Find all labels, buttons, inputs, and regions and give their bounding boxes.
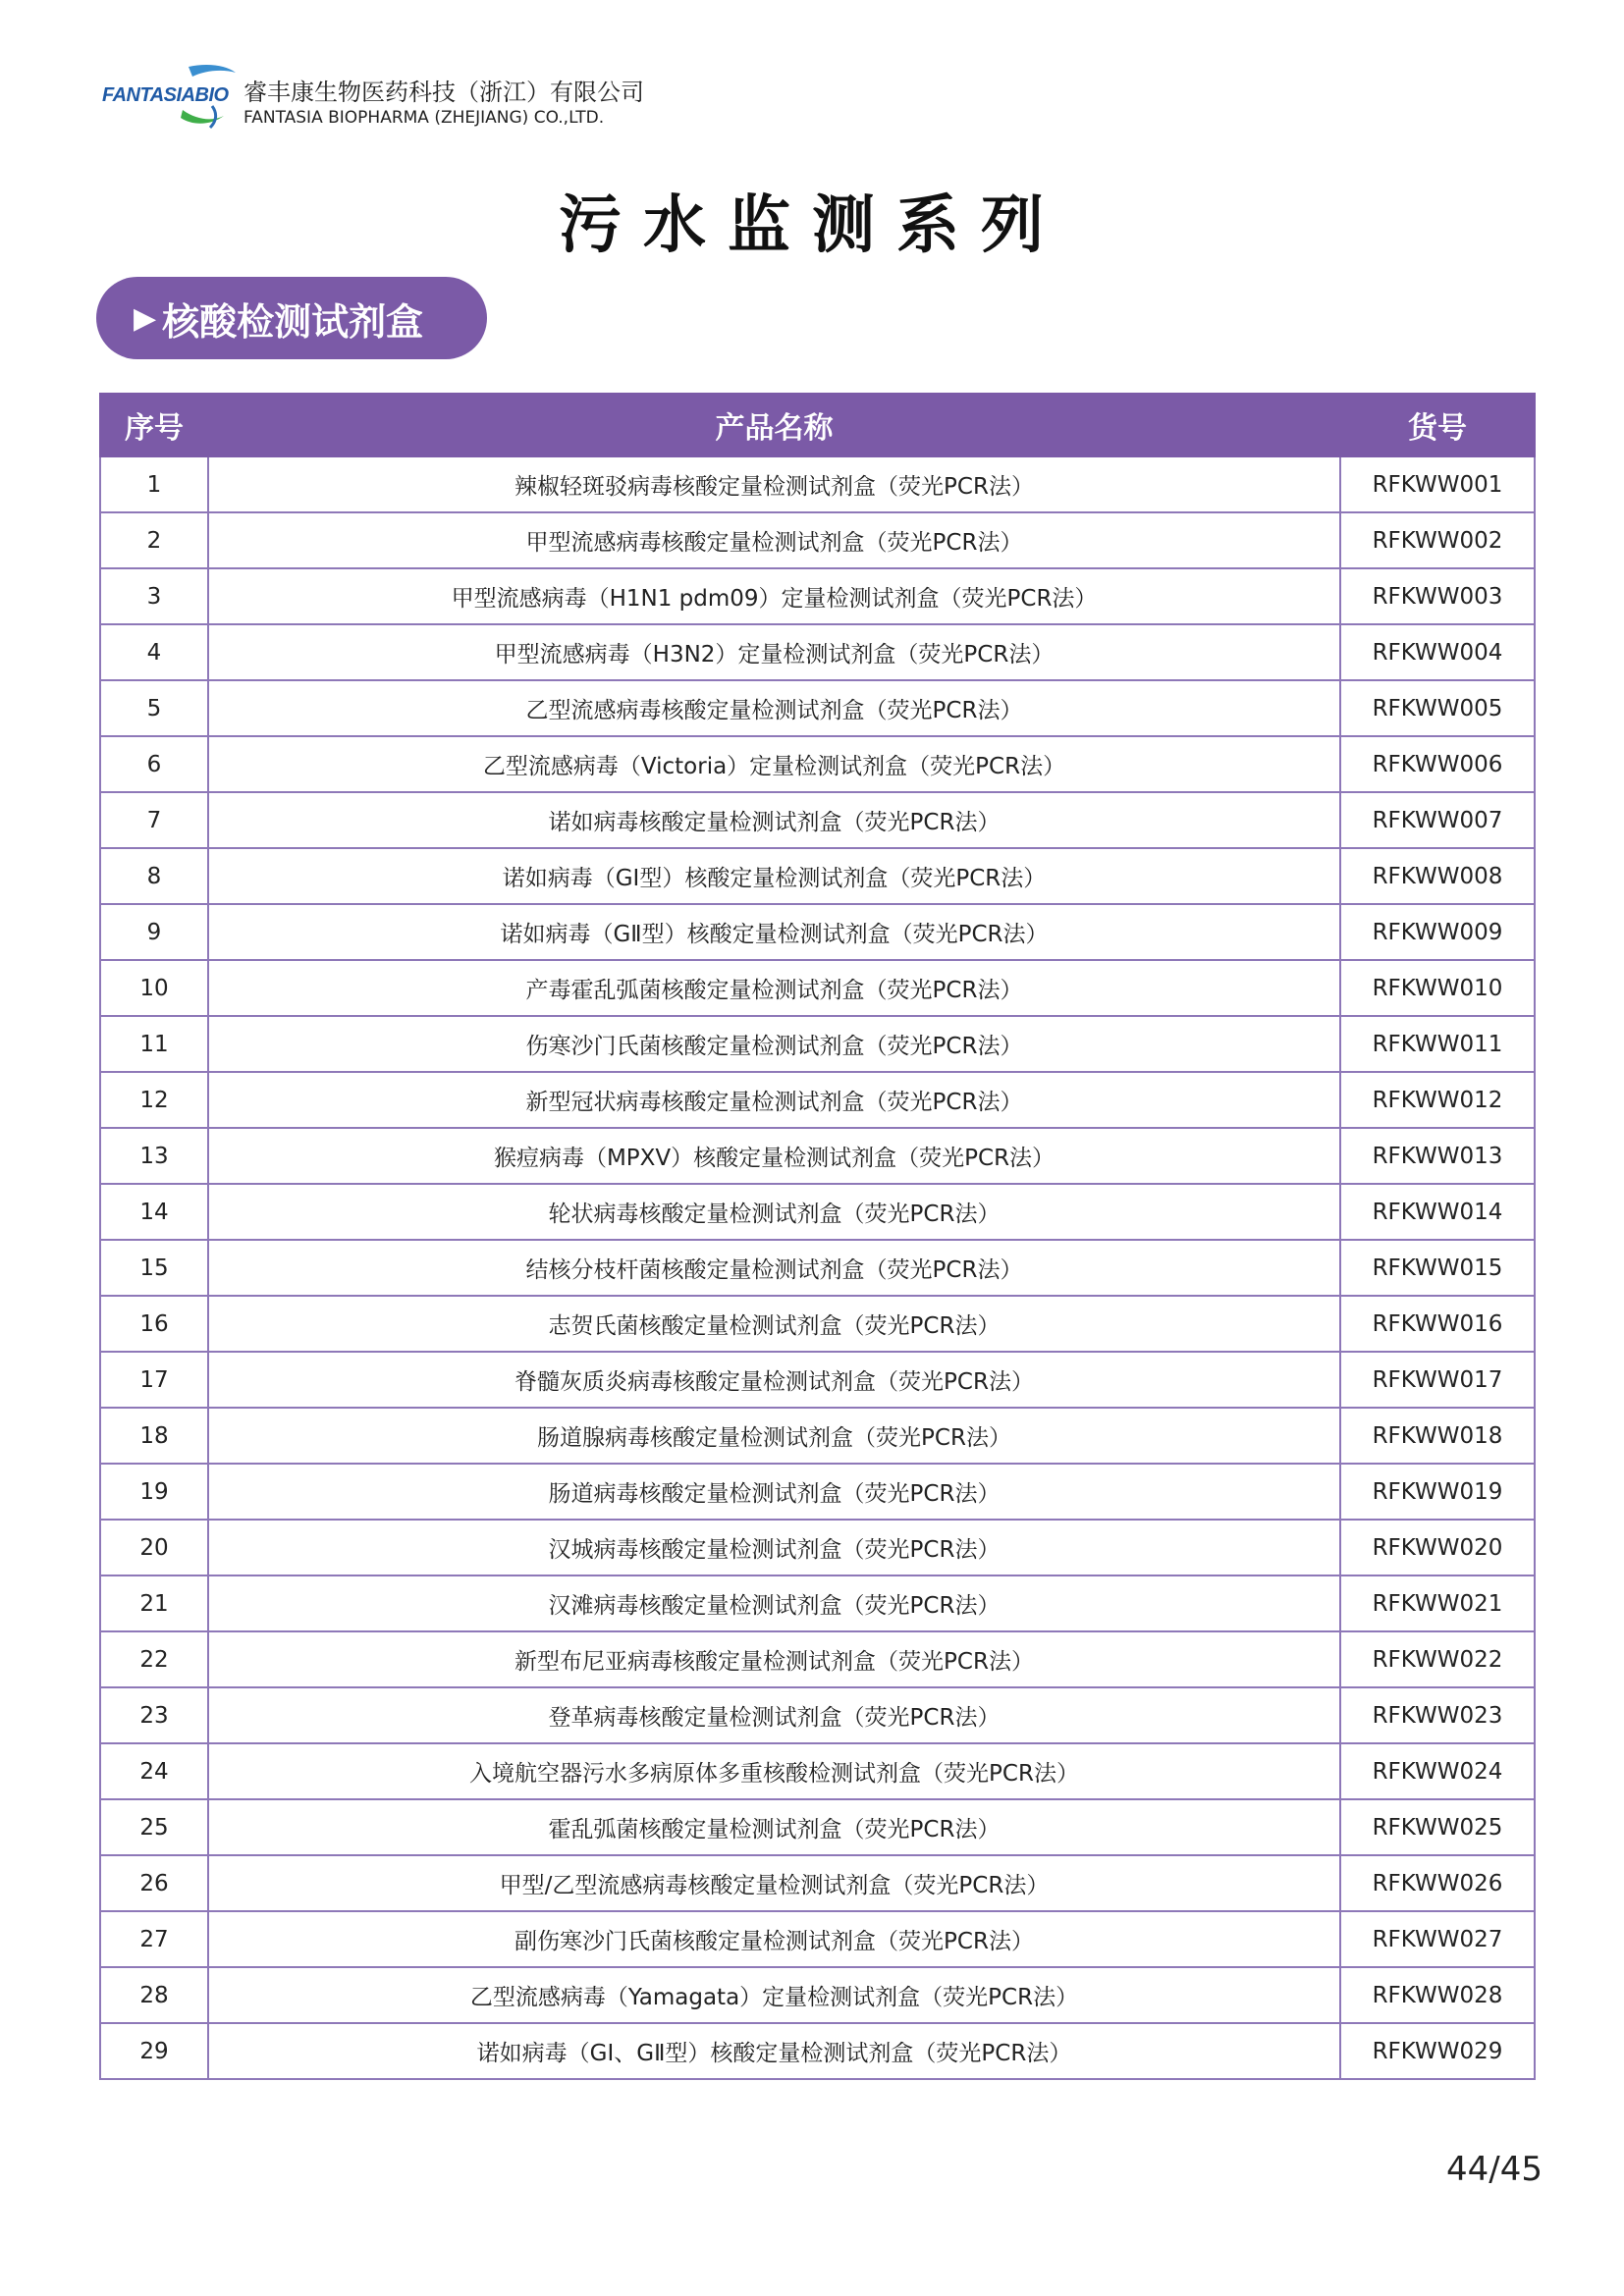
company-logo — [102, 61, 240, 139]
logo-wordmark: FANTASIABIO — [102, 84, 229, 106]
row-index: 6 — [100, 736, 208, 792]
row-index: 5 — [100, 680, 208, 736]
table-row — [100, 568, 1535, 624]
header-index: 序号 — [100, 394, 208, 456]
table-row — [100, 680, 1535, 736]
product-name: 新型冠状病毒核酸定量检测试剂盒（荧光PCR法） — [208, 1072, 1340, 1128]
catalog-number: RFKWW022 — [1340, 1631, 1535, 1687]
row-index: 23 — [100, 1687, 208, 1743]
company-name-cn: 睿丰康生物医药科技（浙江）有限公司 — [244, 79, 644, 106]
row-index: 17 — [100, 1352, 208, 1408]
product-name: 诺如病毒（GⅠ型）核酸定量检测试剂盒（荧光PCR法） — [208, 848, 1340, 904]
row-index: 26 — [100, 1855, 208, 1911]
row-index: 8 — [100, 848, 208, 904]
table-row — [100, 2023, 1535, 2079]
catalog-number: RFKWW014 — [1340, 1184, 1535, 1240]
row-index: 20 — [100, 1520, 208, 1575]
catalog-number: RFKWW021 — [1340, 1575, 1535, 1631]
catalog-number: RFKWW013 — [1340, 1128, 1535, 1184]
catalog-number: RFKWW026 — [1340, 1855, 1535, 1911]
table-row — [100, 1575, 1535, 1631]
catalog-number: RFKWW020 — [1340, 1520, 1535, 1575]
row-index: 25 — [100, 1799, 208, 1855]
row-index: 12 — [100, 1072, 208, 1128]
table-body — [100, 456, 1535, 2079]
product-name: 甲型/乙型流感病毒核酸定量检测试剂盒（荧光PCR法） — [208, 1855, 1340, 1911]
catalog-number: RFKWW018 — [1340, 1408, 1535, 1464]
table-row — [100, 792, 1535, 848]
product-name: 乙型流感病毒核酸定量检测试剂盒（荧光PCR法） — [208, 680, 1340, 736]
catalog-number: RFKWW027 — [1340, 1911, 1535, 1967]
table-row — [100, 1464, 1535, 1520]
row-index: 28 — [100, 1967, 208, 2023]
product-name: 汉城病毒核酸定量检测试剂盒（荧光PCR法） — [208, 1520, 1340, 1575]
table-row — [100, 848, 1535, 904]
table-row — [100, 1967, 1535, 2023]
table-row — [100, 1911, 1535, 1967]
catalog-number: RFKWW015 — [1340, 1240, 1535, 1296]
table-row — [100, 512, 1535, 568]
table-row — [100, 1184, 1535, 1240]
row-index: 2 — [100, 512, 208, 568]
row-index: 10 — [100, 960, 208, 1016]
catalog-number: RFKWW008 — [1340, 848, 1535, 904]
product-name: 伤寒沙门氏菌核酸定量检测试剂盒（荧光PCR法） — [208, 1016, 1340, 1072]
catalog-number: RFKWW010 — [1340, 960, 1535, 1016]
product-name: 汉滩病毒核酸定量检测试剂盒（荧光PCR法） — [208, 1575, 1340, 1631]
table-row — [100, 1240, 1535, 1296]
catalog-number: RFKWW025 — [1340, 1799, 1535, 1855]
row-index: 16 — [100, 1296, 208, 1352]
catalog-number: RFKWW002 — [1340, 512, 1535, 568]
row-index: 1 — [100, 456, 208, 512]
row-index: 22 — [100, 1631, 208, 1687]
table-row — [100, 1408, 1535, 1464]
table-row — [100, 1296, 1535, 1352]
row-index: 3 — [100, 568, 208, 624]
product-name: 志贺氏菌核酸定量检测试剂盒（荧光PCR法） — [208, 1296, 1340, 1352]
table-row — [100, 1687, 1535, 1743]
page-number: 44/45 — [1446, 2150, 1543, 2189]
catalog-number: RFKWW012 — [1340, 1072, 1535, 1128]
table-header-row — [100, 394, 1535, 456]
catalog-number: RFKWW029 — [1340, 2023, 1535, 2079]
page-title: 污水监测系列 — [559, 189, 1065, 262]
table-row — [100, 456, 1535, 512]
catalog-number: RFKWW017 — [1340, 1352, 1535, 1408]
table-row — [100, 1799, 1535, 1855]
row-index: 9 — [100, 904, 208, 960]
product-name: 入境航空器污水多病原体多重核酸检测试剂盒（荧光PCR法） — [208, 1743, 1340, 1799]
product-name: 诺如病毒（GⅠ、GⅡ型）核酸定量检测试剂盒（荧光PCR法） — [208, 2023, 1340, 2079]
catalog-number: RFKWW009 — [1340, 904, 1535, 960]
product-name: 乙型流感病毒（Yamagata）定量检测试剂盒（荧光PCR法） — [208, 1967, 1340, 2023]
row-index: 7 — [100, 792, 208, 848]
table-row — [100, 1520, 1535, 1575]
product-name: 甲型流感病毒核酸定量检测试剂盒（荧光PCR法） — [208, 512, 1340, 568]
catalog-number: RFKWW024 — [1340, 1743, 1535, 1799]
play-triangle-icon: ▶ — [134, 300, 157, 336]
catalog-number: RFKWW028 — [1340, 1967, 1535, 2023]
row-index: 18 — [100, 1408, 208, 1464]
row-index: 21 — [100, 1575, 208, 1631]
catalog-number: RFKWW023 — [1340, 1687, 1535, 1743]
row-index: 27 — [100, 1911, 208, 1967]
catalog-number: RFKWW011 — [1340, 1016, 1535, 1072]
product-name: 乙型流感病毒（Victoria）定量检测试剂盒（荧光PCR法） — [208, 736, 1340, 792]
product-name: 辣椒轻斑驳病毒核酸定量检测试剂盒（荧光PCR法） — [208, 456, 1340, 512]
catalog-number: RFKWW003 — [1340, 568, 1535, 624]
product-name: 新型布尼亚病毒核酸定量检测试剂盒（荧光PCR法） — [208, 1631, 1340, 1687]
row-index: 15 — [100, 1240, 208, 1296]
product-name: 猴痘病毒（MPXV）核酸定量检测试剂盒（荧光PCR法） — [208, 1128, 1340, 1184]
section-title: 核酸检测试剂盒 — [162, 299, 424, 344]
header-catalog-number: 货号 — [1340, 394, 1535, 456]
product-name: 轮状病毒核酸定量检测试剂盒（荧光PCR法） — [208, 1184, 1340, 1240]
row-index: 29 — [100, 2023, 208, 2079]
product-name: 产毒霍乱弧菌核酸定量检测试剂盒（荧光PCR法） — [208, 960, 1340, 1016]
product-name: 霍乱弧菌核酸定量检测试剂盒（荧光PCR法） — [208, 1799, 1340, 1855]
table-row — [100, 1072, 1535, 1128]
product-name: 肠道腺病毒核酸定量检测试剂盒（荧光PCR法） — [208, 1408, 1340, 1464]
product-name: 甲型流感病毒（H1N1 pdm09）定量检测试剂盒（荧光PCR法） — [208, 568, 1340, 624]
table-row — [100, 736, 1535, 792]
catalog-number: RFKWW016 — [1340, 1296, 1535, 1352]
product-name: 肠道病毒核酸定量检测试剂盒（荧光PCR法） — [208, 1464, 1340, 1520]
table-row — [100, 1743, 1535, 1799]
section-heading — [96, 277, 487, 359]
row-index: 11 — [100, 1016, 208, 1072]
table-row — [100, 960, 1535, 1016]
catalog-number: RFKWW001 — [1340, 456, 1535, 512]
catalog-number: RFKWW019 — [1340, 1464, 1535, 1520]
table-row — [100, 624, 1535, 680]
catalog-number: RFKWW007 — [1340, 792, 1535, 848]
product-name: 诺如病毒核酸定量检测试剂盒（荧光PCR法） — [208, 792, 1340, 848]
catalog-number: RFKWW004 — [1340, 624, 1535, 680]
catalog-number: RFKWW006 — [1340, 736, 1535, 792]
table-row — [100, 904, 1535, 960]
row-index: 14 — [100, 1184, 208, 1240]
table-row — [100, 1128, 1535, 1184]
company-header — [102, 61, 652, 139]
row-index: 13 — [100, 1128, 208, 1184]
product-name: 副伤寒沙门氏菌核酸定量检测试剂盒（荧光PCR法） — [208, 1911, 1340, 1967]
table-row — [100, 1352, 1535, 1408]
catalog-number: RFKWW005 — [1340, 680, 1535, 736]
product-name: 甲型流感病毒（H3N2）定量检测试剂盒（荧光PCR法） — [208, 624, 1340, 680]
header-product-name: 产品名称 — [208, 394, 1340, 456]
product-name: 脊髓灰质炎病毒核酸定量检测试剂盒（荧光PCR法） — [208, 1352, 1340, 1408]
company-name-en: FANTASIA BIOPHARMA (ZHEJIANG) CO.,LTD. — [244, 108, 605, 128]
table-row — [100, 1855, 1535, 1911]
table-row — [100, 1016, 1535, 1072]
product-name: 结核分枝杆菌核酸定量检测试剂盒（荧光PCR法） — [208, 1240, 1340, 1296]
row-index: 4 — [100, 624, 208, 680]
product-table — [99, 393, 1536, 2080]
product-name: 登革病毒核酸定量检测试剂盒（荧光PCR法） — [208, 1687, 1340, 1743]
table-row — [100, 1631, 1535, 1687]
row-index: 19 — [100, 1464, 208, 1520]
row-index: 24 — [100, 1743, 208, 1799]
product-name: 诺如病毒（GⅡ型）核酸定量检测试剂盒（荧光PCR法） — [208, 904, 1340, 960]
